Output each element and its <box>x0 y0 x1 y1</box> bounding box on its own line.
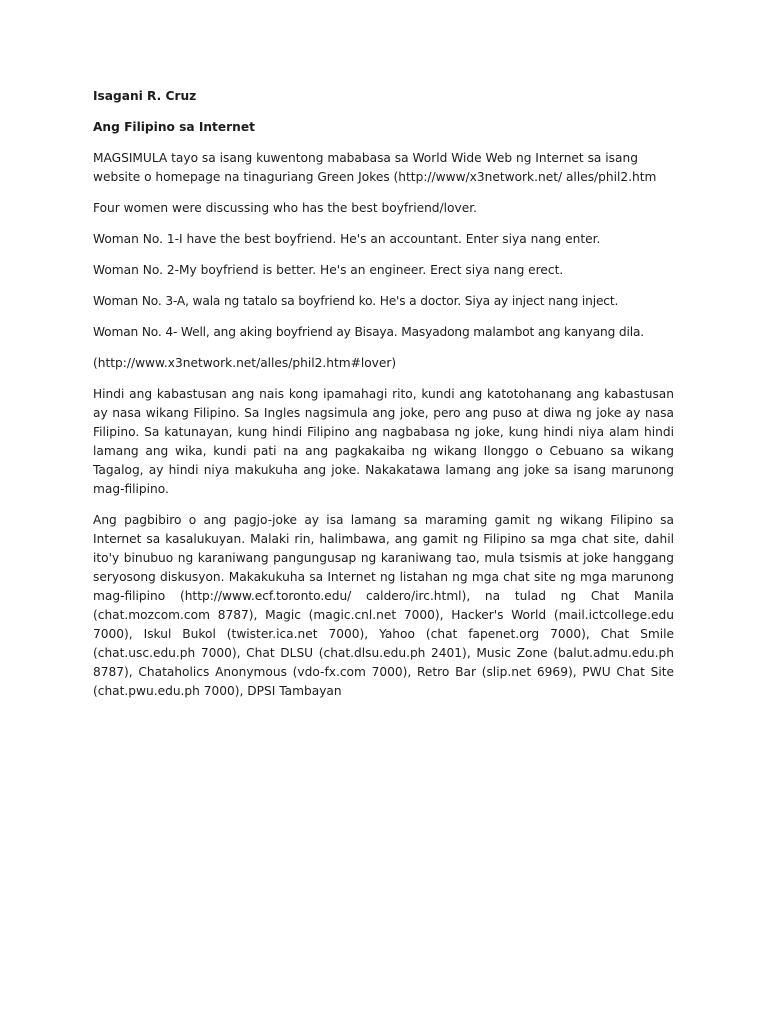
paragraph-woman-2: Woman No. 2-My boyfriend is better. He's an engineer. Erect siya nang erect. <box>93 263 564 277</box>
document-title: Ang Filipino sa Internet <box>93 120 255 134</box>
document-page <box>93 87 674 713</box>
paragraph-chat-sites: Ang pagbibiro o ang pagjo-joke ay isa lamang sa maraming gamit ng wikang Filipino sa Internet sa kasalukuyan. Malaki rin, halimbawa, ang gamit ng Filipino sa mga chat site, dahil ito'y binubuo ng karaniwang pangungusap ng karaniwang tao, mula tsismis at joke hanggang seryosong diskusyon. Makakukuha sa Internet ng listahan ng mga chat site ng mga marunong mag-filipino (http://www.ecf.toronto.edu/ caldero/irc.html), na tulad ng Chat Manila (chat.mozcom.com 8787), Magic (magic.cnl.net 7000), Hacker's World (mail.ictcollege.edu 7000), Iskul Bukol (twister.ica.net 7000), Yahoo (chat fapenet.org 7000), Chat Smile (chat.usc.edu.ph 7000), Chat DLSU (chat.dlsu.edu.ph 2401), Music Zone (balut.admu.edu.ph 8787), Chataholics Anonymous (vdo-fx.com 7000), Retro Bar (slip.net 6969), PWU Chat Site (chat.pwu.edu.ph 7000), DPSI Tambayan <box>93 513 674 698</box>
author-name: Isagani R. Cruz <box>93 89 197 103</box>
paragraph-source-url: (http://www.x3network.net/alles/phil2.htm#lover) <box>93 356 397 370</box>
paragraph-woman-4: Woman No. 4- Well, ang aking boyfriend ay Bisaya. Masyadong malambot ang kanyang dila. <box>93 325 645 339</box>
paragraph-woman-1: Woman No. 1-I have the best boyfriend. He's an accountant. Enter siya nang enter. <box>93 232 601 246</box>
paragraph-intro: MAGSIMULA tayo sa isang kuwentong mababasa sa World Wide Web ng Internet sa isang website o homepage na tinaguriang Green Jokes (http://www/x3network.net/ alles/phil2.htm <box>93 151 657 184</box>
paragraph-woman-3: Woman No. 3-A, wala ng tatalo sa boyfriend ko. He's a doctor. Siya ay inject nang inject. <box>93 294 619 308</box>
paragraph-four-women: Four women were discussing who has the best boyfriend/lover. <box>93 201 477 215</box>
paragraph-kabastusan: Hindi ang kabastusan ang nais kong ipamahagi rito, kundi ang katotohanang ang kabastusan ay nasa wikang Filipino. Sa Ingles nagsimula ang joke, pero ang puso at diwa ng joke ay nasa Filipino. Sa katunayan, kung hindi Filipino ang nagbabasa ng joke, kung hindi niya alam hindi lamang ang wika, kundi pati na ang pagkakaiba ng wikang Ilonggo o Cebuano sa wikang Tagalog, ay hindi niya makukuha ang joke. Nakakatawa lamang ang joke sa isang marunong mag-filipino. <box>93 387 674 496</box>
